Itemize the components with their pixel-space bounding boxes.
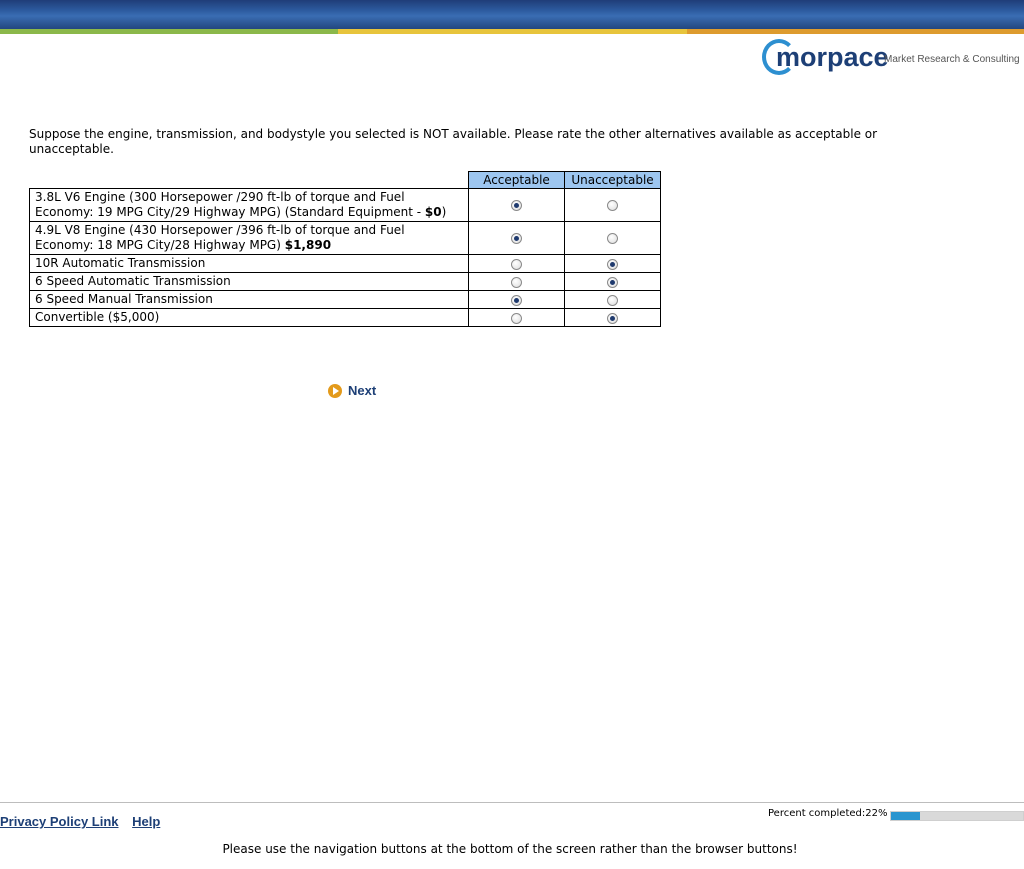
logo-wordmark: morpace (776, 42, 889, 72)
radio-cell-acceptable (469, 291, 565, 309)
grid-row (30, 255, 661, 273)
footer-divider (0, 802, 1024, 803)
radio-unacceptable[interactable] (607, 313, 618, 324)
logo-tagline: Market Research & Consulting (884, 54, 1020, 65)
radio-unacceptable[interactable] (607, 295, 618, 306)
row-label-text: 3.8L V6 Engine (300 Horsepower /290 ft-lb of torque and Fuel Economy: 19 MPG City/29 Highway MPG) (Standard Equipment - (35, 190, 425, 219)
privacy-policy-link[interactable]: Privacy Policy Link (0, 814, 119, 829)
radio-acceptable[interactable] (511, 233, 522, 244)
next-button-label: Next (348, 383, 377, 398)
radio-cell-unacceptable (565, 309, 661, 327)
row-label-text: 6 Speed Manual Transmission (35, 292, 213, 306)
header-stripe-orange (687, 29, 1024, 34)
footer-links (0, 814, 170, 829)
row-label (30, 189, 469, 222)
radio-cell-unacceptable (565, 255, 661, 273)
rating-grid (29, 171, 661, 327)
radio-cell-unacceptable (565, 189, 661, 222)
row-label (30, 309, 469, 327)
grid-row (30, 273, 661, 291)
radio-acceptable[interactable] (511, 277, 522, 288)
radio-cell-acceptable (469, 255, 565, 273)
radio-cell-acceptable (469, 309, 565, 327)
header-stripe-green (0, 29, 338, 34)
progress-label: Percent completed:22% (768, 808, 888, 819)
radio-acceptable[interactable] (511, 259, 522, 270)
row-label-text: 6 Speed Automatic Transmission (35, 274, 231, 288)
grid-row (30, 291, 661, 309)
radio-unacceptable[interactable] (607, 259, 618, 270)
radio-cell-unacceptable (565, 291, 661, 309)
row-label-suffix: ) (441, 205, 447, 219)
row-label-text: Convertible ($5,000) (35, 310, 160, 324)
row-label-price: $0 (424, 205, 442, 219)
column-header-acceptable: Acceptable (469, 172, 565, 189)
next-button[interactable] (328, 383, 376, 398)
radio-cell-acceptable (469, 189, 565, 222)
grid-corner (30, 172, 469, 189)
navigation-note: Please use the navigation buttons at the bottom of the screen rather than the browser buttons! (222, 842, 798, 856)
radio-cell-unacceptable (565, 273, 661, 291)
header-stripe-yellow (338, 29, 687, 34)
radio-acceptable[interactable] (511, 295, 522, 306)
grid-row (30, 189, 661, 222)
progress-bar (890, 811, 1024, 821)
row-label-text: 10R Automatic Transmission (35, 256, 206, 270)
row-label-price: $1,890 (284, 238, 332, 252)
radio-acceptable[interactable] (511, 200, 522, 211)
radio-unacceptable[interactable] (607, 200, 618, 211)
radio-cell-acceptable (469, 222, 565, 255)
morpace-logo (762, 38, 1022, 80)
radio-acceptable[interactable] (511, 313, 522, 324)
radio-cell-unacceptable (565, 222, 661, 255)
radio-cell-acceptable (469, 273, 565, 291)
progress-bar-fill (891, 812, 920, 820)
question-text: Suppose the engine, transmission, and bodystyle you selected is NOT available. Please rate the other alternatives available as acceptable or unacceptable. (29, 127, 878, 156)
row-label-text: 4.9L V8 Engine (430 Horsepower /396 ft-lb of torque and Fuel Economy: 18 MPG City/28 Highway MPG) (35, 223, 405, 252)
help-link[interactable]: Help (132, 814, 161, 829)
row-label (30, 273, 469, 291)
row-label (30, 255, 469, 273)
play-arrow-icon (328, 384, 342, 398)
radio-unacceptable[interactable] (607, 233, 618, 244)
column-header-unacceptable: Unacceptable (565, 172, 661, 189)
grid-row (30, 222, 661, 255)
header-bar (0, 0, 1024, 29)
radio-unacceptable[interactable] (607, 277, 618, 288)
row-label (30, 291, 469, 309)
row-label (30, 222, 469, 255)
grid-row (30, 309, 661, 327)
